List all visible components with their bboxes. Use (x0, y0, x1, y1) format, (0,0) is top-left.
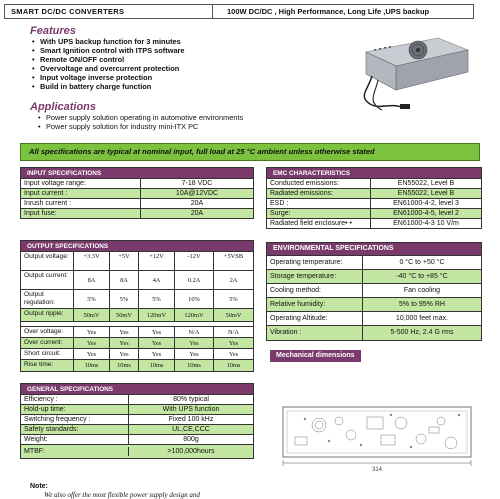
table-row: Output ripple: 50mV 50mV 120mV 120mV 50mV (21, 309, 253, 322)
applications-title: Applications (30, 101, 97, 113)
table-row: Input fuse: 20A (21, 209, 253, 218)
table-row: Operating Altitude: 10,000 feet max. (267, 312, 481, 326)
table-title: OUTPUT SPECIFICATIONS (21, 241, 253, 252)
header-product-line: SMART DC/DC CONVERTERS (5, 5, 213, 18)
table-row: Over voltage: Yes Yes Yes N/A N/A (21, 327, 253, 338)
table-row: Rise time: 10ms 10ms 10ms 10ms 10ms (21, 360, 253, 371)
table-row: Conducted emissions: EN55022, Level B (267, 179, 481, 189)
table-row: Output regulation: 5% 5% 5% 10% 5% (21, 290, 253, 309)
table-row: Efficiency : 80% typical (21, 395, 253, 405)
table-row: Hold-up time: With UPS function (21, 405, 253, 415)
applications-list (32, 113, 243, 131)
table-title: GENERAL SPECIFICATIONS (21, 384, 253, 395)
table-row: Vibration : 5-500 Hz, 2.4 G rms (267, 326, 481, 340)
mechanical-drawing (281, 399, 491, 479)
table-row: MTBF: >100,000hours (21, 445, 253, 458)
table-row: Radiated emissions: EN55022, Level B (267, 189, 481, 199)
table-row: Short circuit: Yes Yes Yes Yes Yes (21, 349, 253, 360)
table-title: EMC CHARACTERISTICS (267, 168, 481, 179)
table-title: INPUT SPECIFICATIONS (21, 168, 253, 179)
input-specifications-table (20, 167, 254, 219)
emc-characteristics-table (266, 167, 482, 229)
table-row: Radiated field enclosure• • EN61000-4-3 10 V/m (267, 219, 481, 228)
table-row: Inrush current : 20A (21, 199, 253, 209)
general-specifications-table (20, 383, 254, 459)
table-row: ESD : EN61000-4-2, level 3 (267, 199, 481, 209)
features-list (32, 37, 185, 91)
feature-item: • Build in battery charge function (32, 82, 185, 91)
application-item: • Power supply solution operating in automotive environments (32, 113, 243, 122)
environmental-specifications-table (266, 242, 482, 341)
output-specifications-table (20, 240, 254, 372)
note-text: We also offer the most flexible power supply design and (44, 491, 200, 499)
header-product-summary: 100W DC/DC , High Performance, Long Life ,UPS backup (227, 7, 430, 16)
feature-item: • Smart Ignition control with ITPS software (32, 46, 185, 55)
product-photo (352, 32, 470, 116)
note-label: Note: (30, 483, 48, 490)
table-row: Input voltage range: 7-18 VDC (21, 179, 253, 189)
table-row: Operating temperature: 0 °C to +50 °C (267, 256, 481, 270)
table-row: Relative humidity: 5% to 95% RH (267, 298, 481, 312)
feature-item: • With UPS backup function for 3 minutes (32, 37, 185, 46)
mechanical-dimensions-title: Mechanical dimensions (270, 350, 361, 362)
feature-item: • Input voltage inverse protection (32, 73, 185, 82)
table-row: Output current: 8A 8A 4A 0.2A 2A (21, 271, 253, 290)
table-row: Surge: EN61000-4-5, level 2 (267, 209, 481, 219)
table-row: Safety standards: UL,CE,CCC (21, 425, 253, 435)
table-row: Switching frequency : Fixed 100 kHz (21, 415, 253, 425)
table-row: Storage temperature: -40 °C to +85 °C (267, 270, 481, 284)
features-title: Features (30, 25, 76, 37)
footer-note (30, 483, 200, 499)
application-item: • Power supply solution for industry mini-ITX PC (32, 122, 243, 131)
page-header (4, 4, 474, 19)
dimension-label: 314 (371, 467, 383, 473)
feature-item: • Overvoltage and overcurrent protection (32, 64, 185, 73)
table-row: Output voltage: +3.3V +5V +12V -12V +5VSB (21, 252, 253, 271)
specifications-note-banner: All specifications are typical at nominal input, full load at 25 °C ambient unless otherwise stated (20, 143, 480, 161)
table-row: Input current : 10A@12VDC (21, 189, 253, 199)
table-row: Cooling method: Fan cooling (267, 284, 481, 298)
table-row: Over current: Yes Yes Yes Yes Yes (21, 338, 253, 349)
table-title: ENVIRONMENTAL SPECIFICATIONS (267, 243, 481, 256)
feature-item: • Remote ON/OFF control (32, 55, 185, 64)
table-row: Weight: 800g (21, 435, 253, 445)
